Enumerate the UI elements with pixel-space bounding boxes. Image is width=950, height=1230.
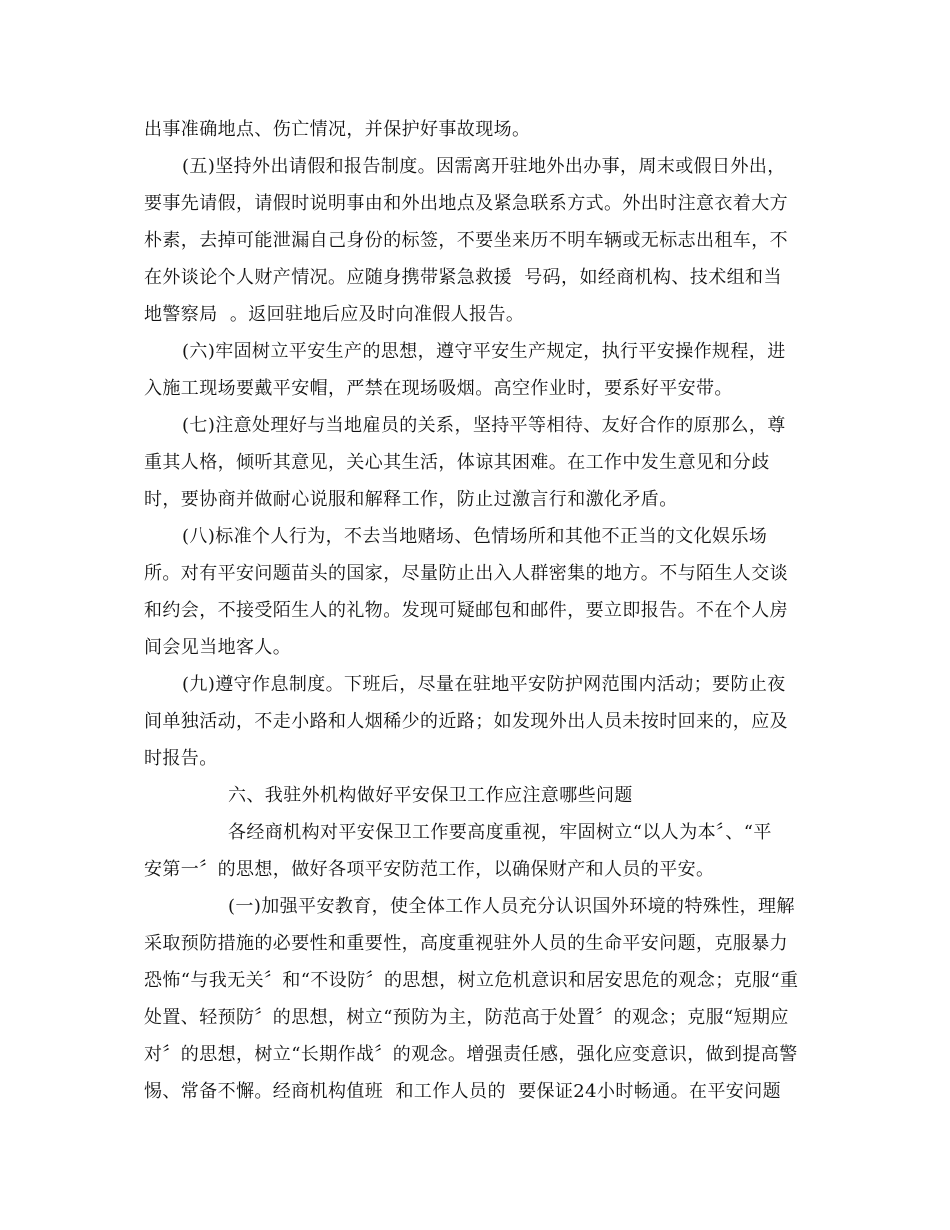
text-line: 时报告。 <box>144 748 218 769</box>
text-line: 在外谈论个人财产情况。应随身携带紧急救援 号码，如经商机构、技术组和当 <box>144 267 782 288</box>
text-line: 所。对有平安问题苗头的国家，尽量防止出入人群密集的地方。不与陌生人交谈 <box>144 563 788 584</box>
text-line: 出事准确地点、伤亡情况，并保护好事故现场。 <box>144 119 531 140</box>
text-line: 恐怖“与我无关〞和“不设防〞的思想，树立危机意识和居安思危的观念；克服“重 <box>144 970 799 991</box>
text-line: 朴素，去掉可能泄漏自己身份的标签，不要坐来历不明车辆或无标志出租车，不 <box>144 230 788 251</box>
text-line: 惕、常备不懈。经商机构值班 和工作人员的 要保证24小时畅通。在平安问题 <box>144 1081 781 1102</box>
text-line: 对〞的思想，树立“长期作战〞的观念。增强责任感，强化应变意识，做到提高警 <box>144 1044 798 1065</box>
text-line: 间会见当地客人。 <box>144 637 292 658</box>
text-line: 要事先请假，请假时说明事由和外出地点及紧急联系方式。外出时注意衣着大方 <box>144 193 788 214</box>
text-line: 安第一〞的思想，做好各项平安防范工作，以确保财产和人员的平安。 <box>144 859 715 880</box>
text-line: (八)标准个人行为，不去当地赌场、色情场所和其他不正当的文化娱乐场 <box>182 526 768 547</box>
text-line: (一)加强平安教育，使全体工作人员充分认识国外环境的特殊性，理解 <box>228 896 795 917</box>
section-heading: 六、我驻外机构做好平安保卫工作应注意哪些问题 <box>228 785 633 806</box>
text-line: 各经商机构对平安保卫工作要高度重视，牢固树立“以人为本〞、“平 <box>228 822 772 843</box>
text-line: 处置、轻预防〞的思想，树立“预防为主，防范高于处置〞的观念；克服“短期应 <box>144 1007 789 1028</box>
text-line: 入施工现场要戴平安帽，严禁在现场吸烟。高空作业时，要系好平安带。 <box>144 378 733 399</box>
text-line: (九)遵守作息制度。下班后，尽量在驻地平安防护网范围内活动；要防止夜 <box>182 674 786 695</box>
text-line: (七)注意处理好与当地雇员的关系，坚持平等相待、友好合作的原那么，尊 <box>182 415 786 436</box>
text-line: 采取预防措施的必要性和重要性，高度重视驻外人员的生命平安问题，克服暴力 <box>144 933 788 954</box>
text-line: 重其人格，倾听其意见，关心其生活，体谅其困难。在工作中发生意见和分歧 <box>144 452 770 473</box>
text-line: 地警察局 。返回驻地后应及时向准假人报告。 <box>144 304 525 325</box>
text-line: (五)坚持外出请假和报告制度。因需离开驻地外出办事，周末或假日外出， <box>182 156 786 177</box>
text-line: 间单独活动，不走小路和人烟稀少的近路；如发现外出人员未按时回来的，应及 <box>144 711 788 732</box>
text-line: (六)牢固树立平安生产的思想，遵守平安生产规定，执行平安操作规程，进 <box>182 341 786 362</box>
text-line: 和约会，不接受陌生人的礼物。发现可疑邮包和邮件，要立即报告。不在个人房 <box>144 600 788 621</box>
text-line: 时，要协商并做耐心说服和解释工作，防止过激言行和激化矛盾。 <box>144 489 678 510</box>
